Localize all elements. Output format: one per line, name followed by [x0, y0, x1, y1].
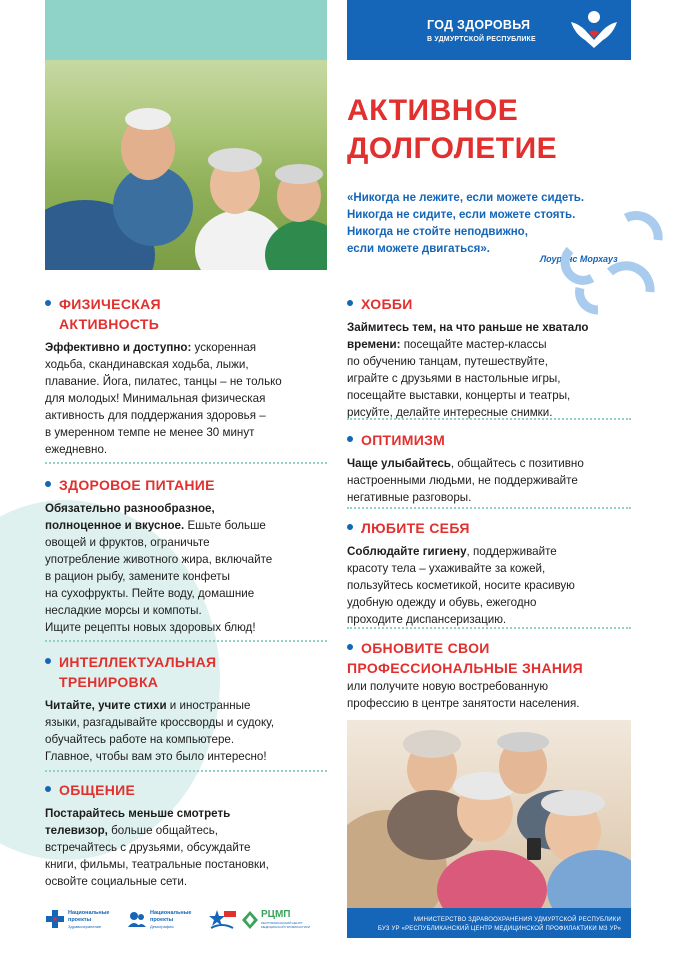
body-line: ходьба, скандинавская ходьба, лыжи, — [45, 358, 249, 371]
body-line: обучайтесь работе на компьютере. — [45, 733, 235, 746]
section-body — [45, 500, 327, 636]
body-line: по обучению танцам, путешествуйте, — [347, 355, 548, 368]
regional-health-logo — [207, 906, 237, 934]
section-body — [347, 455, 637, 506]
quote-line4: если можете двигаться». — [347, 243, 490, 255]
seniors-with-phone-photo — [347, 720, 631, 908]
section-intellectual-training — [45, 652, 327, 765]
logo-text-line1: Национальные — [150, 910, 192, 916]
body-line: удобную одежду и обувь, ежегодно — [347, 596, 537, 609]
regional-health-logo-icon — [207, 908, 237, 932]
body-text: , общайтесь с позитивно — [450, 457, 584, 470]
national-projects-logo-icon — [127, 909, 147, 929]
main-title — [347, 92, 557, 168]
section-healthy-nutrition — [45, 475, 327, 636]
section-hobby — [347, 294, 637, 421]
partner-logos — [45, 906, 315, 934]
body-line: языки, разгадывайте кроссворды и судоку, — [45, 716, 275, 729]
body-line: ежедневно. — [45, 443, 108, 456]
body-bold: Займитесь тем, на что раньше не хватало — [347, 321, 589, 334]
section-divider — [45, 640, 327, 642]
body-line: овощей и фруктов, ограничьте — [45, 536, 210, 549]
section-professional-knowledge — [347, 638, 637, 712]
section-title — [347, 430, 637, 450]
section-title-line1: ЛЮБИТЕ СЕБЯ — [361, 520, 470, 536]
section-body — [347, 543, 637, 628]
year-of-health-banner — [347, 0, 631, 60]
body-bold: телевизор, — [45, 824, 108, 837]
main-title-line2: ДОЛГОЛЕТИЕ — [347, 132, 558, 165]
rcmp-text: РЦМП — [261, 909, 291, 920]
body-bold: Читайте, учите стихи — [45, 699, 167, 712]
body-line: проходите диспансеризацию. — [347, 613, 507, 626]
section-title — [347, 638, 637, 678]
body-line: в умеренном темпе не менее 30 минут — [45, 426, 255, 439]
section-body — [45, 697, 327, 765]
body-bold: Эффективно и доступно: — [45, 341, 192, 354]
body-bold: Постарайтесь меньше смотреть — [45, 807, 231, 820]
section-divider — [45, 462, 327, 464]
bullet-dot-icon — [347, 436, 353, 442]
body-text: ускоренная — [191, 341, 257, 354]
section-title-line1: ОПТИМИЗМ — [361, 432, 446, 448]
body-text: и иностранные — [166, 699, 251, 712]
quote-line3: Никогда не стойте неподвижно, — [347, 226, 528, 238]
body-line: освойте социальные сети. — [45, 875, 188, 888]
bullet-dot-icon — [45, 786, 51, 792]
banner-subtitle: В УДМУРТСКОЙ РЕСПУБЛИКЕ — [427, 36, 536, 43]
rcmp-logo — [241, 906, 315, 934]
section-divider — [347, 418, 631, 420]
section-title-line2: ПРОФЕССИОНАЛЬНЫЕ ЗНАНИЯ — [347, 660, 584, 676]
section-title — [347, 518, 637, 538]
body-bold: Соблюдайте гигиену — [347, 545, 467, 558]
section-divider — [45, 770, 327, 772]
body-bold: полноценное и вкусное. — [45, 519, 185, 532]
body-bold: Чаще улыбайтесь — [347, 457, 451, 470]
body-bold: времени: — [347, 338, 401, 351]
body-line: активность для поддержания здоровья – — [45, 409, 266, 422]
national-projects-demography-logo — [127, 906, 207, 934]
section-title-line1: ФИЗИЧЕСКАЯ — [59, 296, 161, 312]
body-line: несладкие морсы и компоты. — [45, 604, 202, 617]
body-text: , поддерживайте — [466, 545, 557, 558]
body-line: играйте с друзьями в настольные игры, — [347, 372, 561, 385]
body-line: для молодых! Минимальная физическая — [45, 392, 266, 405]
body-line: на сухофрукты. Пейте воду, домашние — [45, 587, 255, 600]
bullet-dot-icon — [45, 300, 51, 306]
section-physical-activity — [45, 294, 327, 458]
logo-subtext: Здравоохранение — [68, 924, 102, 929]
body-line: или получите новую востребованную — [347, 680, 549, 693]
body-line: профессию в центре занятости населения. — [347, 697, 580, 710]
quote-author: Лоуренс Морхауз — [540, 254, 618, 264]
body-line: настроенными людьми, не поддерживайте — [347, 474, 578, 487]
section-divider — [347, 627, 631, 629]
section-body — [347, 319, 637, 421]
body-line: встречайтесь с друзьями, обсуждайте — [45, 841, 251, 854]
body-line: Главное, чтобы вам это было интересно! — [45, 750, 267, 763]
body-line: пользуйтесь косметикой, носите красивую — [347, 579, 575, 592]
national-projects-healthcare-logo — [45, 906, 125, 934]
year-of-health-logo-icon — [569, 10, 619, 50]
logo-text-line1: Национальные — [68, 910, 110, 916]
section-optimism — [347, 430, 637, 506]
body-line: в рацион рыбу, замените конфеты — [45, 570, 230, 583]
seniors-exercising-photo — [45, 60, 327, 270]
body-line: красоту тела – ухаживайте за кожей, — [347, 562, 546, 575]
footer-line2: БУЗ УР «РЕСПУБЛИКАНСКИЙ ЦЕНТР МЕДИЦИНСКОЙ ПРОФИЛАКТИКИ МЗ УР» — [377, 926, 621, 932]
section-title-line2: ТРЕНИРОВКА — [59, 674, 159, 690]
footer-line1: МИНИСТЕРСТВО ЗДРАВООХРАНЕНИЯ УДМУРТСКОЙ РЕСПУБЛИКИ — [413, 917, 621, 923]
body-line: посещайте выставки, концерты и театры, — [347, 389, 571, 402]
section-body — [45, 805, 327, 890]
bullet-dot-icon — [347, 300, 353, 306]
section-title-line1: ЗДОРОВОЕ ПИТАНИЕ — [59, 477, 215, 493]
bullet-dot-icon — [45, 481, 51, 487]
section-title-line1: ХОББИ — [361, 296, 413, 312]
section-title — [347, 294, 637, 314]
logo-text-line2: проекты — [68, 916, 92, 923]
section-body — [347, 678, 637, 712]
body-line: Ищите рецепты новых здоровых блюд! — [45, 621, 256, 634]
body-line: употребление животного жира, включайте — [45, 553, 273, 566]
section-title-line1: ОБНОВИТЕ СВОИ — [361, 640, 490, 656]
body-line: плавание. Йога, пилатес, танцы – не только — [45, 375, 282, 388]
rcmp-logo-icon — [241, 910, 259, 930]
main-title-line1: АКТИВНОЕ — [347, 94, 519, 127]
ministry-footer — [347, 908, 631, 938]
body-text: Ешьте больше — [184, 519, 266, 532]
body-text: больше общайтесь, — [107, 824, 218, 837]
body-text: посещайте мастер-классы — [400, 338, 547, 351]
rcmp-subtext: РЕСПУБЛИКАНСКИЙ ЦЕНТР МЕДИЦИНСКОЙ ПРОФИЛАКТИКИ — [261, 921, 310, 929]
body-line: книги, фильмы, театральные постановки, — [45, 858, 269, 871]
section-divider — [347, 507, 631, 509]
section-title-line1: ИНТЕЛЛЕКТУАЛЬНАЯ — [59, 654, 217, 670]
section-title-line2: АКТИВНОСТЬ — [59, 316, 160, 332]
body-line: рисуйте, делайте интересные снимки. — [347, 406, 553, 419]
bullet-dot-icon — [347, 644, 353, 650]
section-love-yourself — [347, 518, 637, 628]
bullet-dot-icon — [347, 524, 353, 530]
national-projects-logo-icon — [45, 909, 65, 929]
section-body — [45, 339, 327, 458]
section-communication — [45, 780, 327, 890]
quote-line2: Никогда не сидите, если можете стоять. — [347, 209, 576, 221]
bullet-dot-icon — [45, 658, 51, 664]
logo-text-line2: проекты — [150, 916, 174, 923]
body-bold: Обязательно разнообразное, — [45, 502, 215, 515]
section-title — [45, 652, 327, 692]
section-title — [45, 294, 327, 334]
section-title-line1: ОБЩЕНИЕ — [59, 782, 136, 798]
decorative-teal-block — [45, 0, 327, 60]
section-title — [45, 780, 327, 800]
body-line: негативные разговоры. — [347, 491, 472, 504]
section-title — [45, 475, 327, 495]
logo-subtext: Демография — [150, 924, 174, 929]
quote-line1: «Никогда не лежите, если можете сидеть. — [347, 192, 585, 204]
banner-title: ГОД ЗДОРОВЬЯ — [427, 18, 531, 32]
